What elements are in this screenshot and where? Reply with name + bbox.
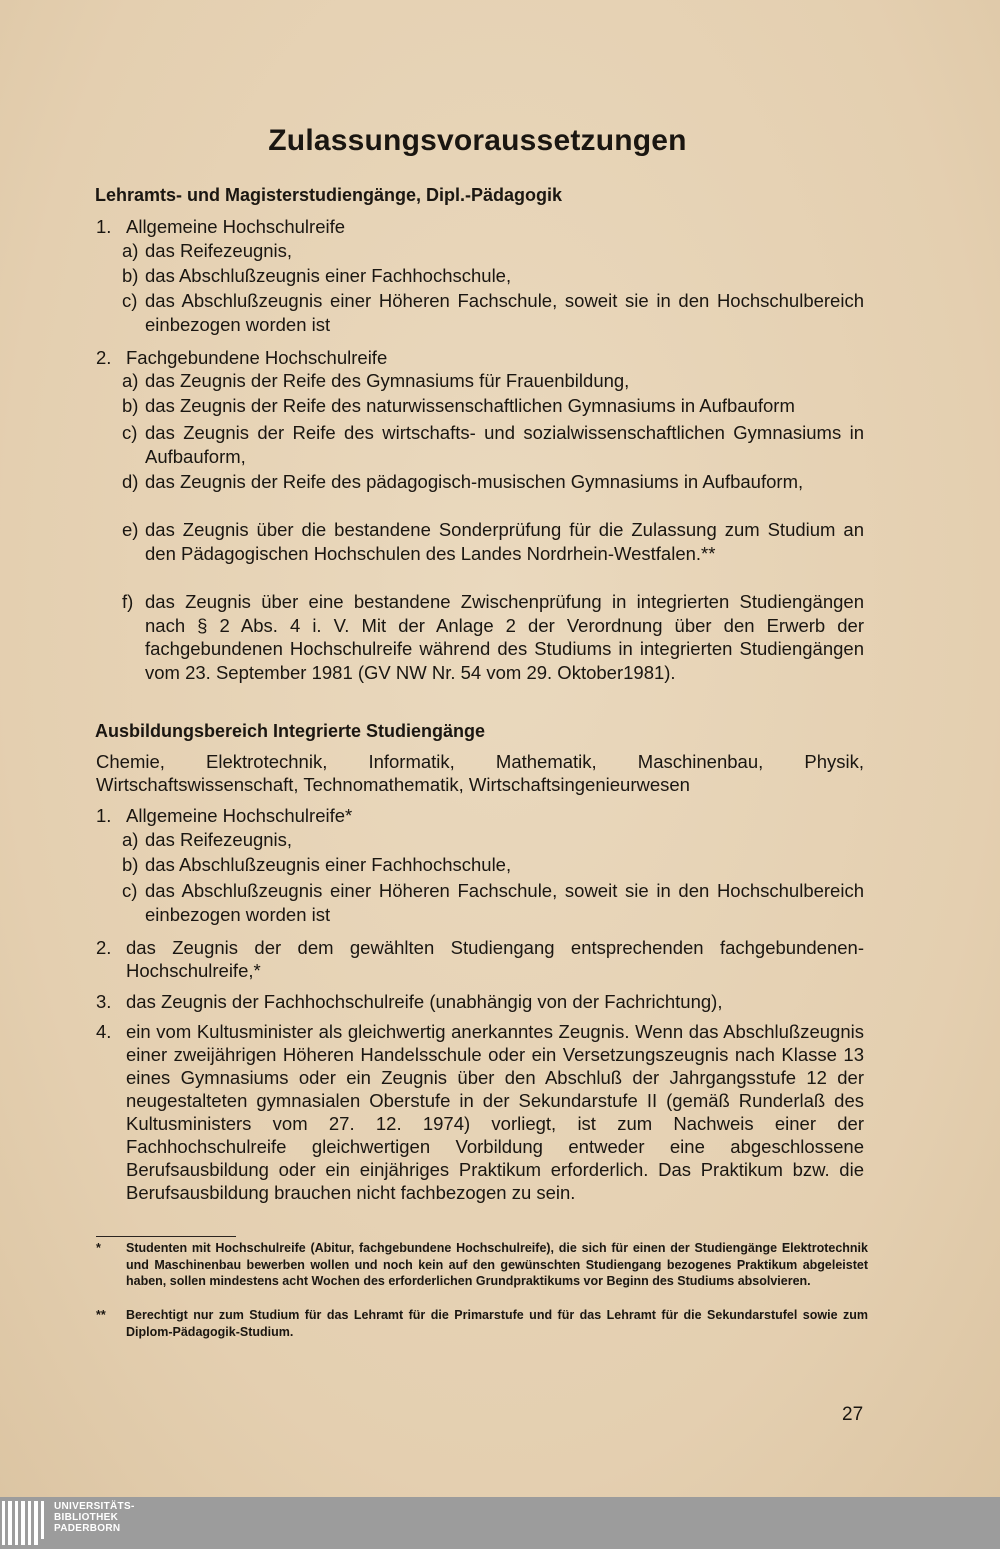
- item-number: 3.: [96, 991, 112, 1012]
- item-label: Fachgebundene Hochschulreife: [126, 347, 388, 368]
- item-text: das Zeugnis der dem gewählten Studiengang entsprechenden fachgebundenen-Hochschulreife,*: [126, 937, 864, 981]
- page-title: Zulassungsvoraussetzungen: [268, 124, 687, 157]
- item-text: ein vom Kultusminister als gleichwertig anerkanntes Zeugnis. Wenn das Abschlußzeugnis einer zweijährigen Höheren Handelsschule oder ein Versetzungszeugnis nach Klasse 13 eines Gymnasiums oder ein Zeugnis über den Abschluß der Jahrgangsstufe 12 der neugestalteten gymnasialen Oberstufe in der Sekundarstufe II (gemäß Runderlaß des Kultusministers vom 27. 12. 1974) vorliegt, ist zum Nachweis einer der Fachhochschulreife gleichwertigen Vorbildung entweder eine abgeschlossene Berufsausbildung oder ein einjähriges Praktikum erforderlich. Das Praktikum bzw. die Berufsausbildung brauchen nicht fachbezogen zu sein.: [126, 1021, 864, 1203]
- document-page: Zulassungsvoraussetzungen Lehramts- und Magisterstudiengänge, Dipl.-Pädagogik 1. Allgemeine Hochschulreife a) das Reifezeugnis, b) das Abschlußzeugnis einer Fachhochschule, c) das Abschlußzeugnis einer Höheren Fachschule, soweit sie in den Hochschulbereich einbezogen worden ist 2. Fachgebundene Hochschulreife a) das Zeugnis der Reife des Gymnasiums für Frauenbildung, b) das Zeugnis der Reife des naturwissenschaftlichen Gymnasiums in Aufbauform c) das Zeugnis der Reife des wirtschafts- und sozialwissenschaftlichen Gymnasiums in Aufbauform, d) das Zeugnis der Reife des pädagogisch-musischen Gymnasiums in Aufbauform, e) das Zeugnis über die bestandene Sonderprüfung für die Zulassung zum Studium an den Pädagogischen Hochschulen des Landes Nordrhein-Westfalen.** f) das Zeugnis über eine bestandene Zwischenprüfung in integrierten Studiengängen nach § 2 Abs. 4 i. V. Mit der Anlage 2 der Verordnung über den Erwerb der fachgebundenen Hochschulreife während des Studiums in integrierten Studiengängen vom 23. September 1981 (GV NW Nr. 54 vom 29. Oktober1981). Ausbildungsbereich Integrierte Studiengänge Chemie, Elektrotechnik, Informatik, Mathematik, Maschinenbau, Physik, Wirtschaftswissenschaft, Technomathematik, Wirtschaftsingenieurwesen 1. Allgemeine Hochschulreife* a) das Reifezeugnis, b) das Abschlußzeugnis einer Fachhochschule, c) das Abschlußzeugnis einer Höheren Fachschule, soweit sie in den Hochschulbereich einbezogen worden ist 2. das Zeugnis der dem gewählten Studiengang entsprechenden fachgebundenen-Hochschulreife,* 3. das Zeugnis der Fachhochschulreife (unabhängig von der Fachrichtung), 4. ein vom Kultusminister als gleichwertig anerkanntes Zeugnis. Wenn das Abschlußzeugnis einer zweijährigen Höheren Handelsschule oder ein Versetzungszeugnis nach Klasse 13 eines Gymnasiums oder ein Zeugnis über den Abschluß der Jahrgangsstufe 12 der neugestalteten gymnasialen Oberstufe in der Sekundarstufe II (gemäß Runderlaß des Kultusministers vom 27. 12. 1974) vorliegt, ist zum Nachweis einer der Fachhochschulreife gleichwertigen Vorbildung entweder eine abgeschlossene Berufsausbildung oder ein einjähriges Praktikum erforderlich. Das Praktikum bzw. die Berufsausbildung brauchen nicht fachbezogen zu sein. * Studenten mit Hochschulreife (Abitur, fachgebundene Hochschulreife), die sich für einen der Studiengänge Elektrotechnik und Maschinenbau bewerben wollen und noch kein auf den gewünschten Studiengang bezogenes Praktikum abgeleistet haben, sollen mindestens acht Wochen des erforderlichen Grundpraktikums vor Beginn des Studiums absolvieren. ** Berechtigt nur zum Studium für das Lehramt für die Primarstufe und für das Lehramt für die Sekundarstufel sowie zum Diplom-Pädagogik-Studium. 27: [0, 0, 1000, 1497]
- library-footer-bar: [0, 1497, 1000, 1549]
- item-number: 2.: [96, 937, 112, 958]
- item-number: 4.: [96, 1021, 112, 1042]
- section2-heading: Ausbildungsbereich Integrierte Studiengänge: [95, 721, 486, 741]
- library-logo-icon: [0, 1501, 50, 1545]
- item-number: 1.: [96, 805, 112, 826]
- page-number: 27: [842, 1404, 864, 1425]
- library-name: UNIVERSITÄTS- BIBLIOTHEK PADERBORN: [54, 1501, 135, 1534]
- item-text: das Zeugnis der Fachhochschulreife (unabhängig von der Fachrichtung),: [126, 991, 723, 1012]
- section2-intro: Chemie, Elektrotechnik, Informatik, Mathematik, Maschinenbau, Physik, Wirtschaftswissenschaft, Technomathematik, Wirtschaftsingenieurwesen: [96, 751, 864, 795]
- footnote-divider: [96, 1236, 236, 1237]
- section1-heading: Lehramts- und Magisterstudiengänge, Dipl.-Pädagogik: [95, 185, 563, 205]
- item-number: 1.: [96, 216, 112, 237]
- item-label: Allgemeine Hochschulreife: [126, 216, 346, 237]
- item-label: Allgemeine Hochschulreife*: [126, 805, 353, 826]
- item-number: 2.: [96, 347, 112, 368]
